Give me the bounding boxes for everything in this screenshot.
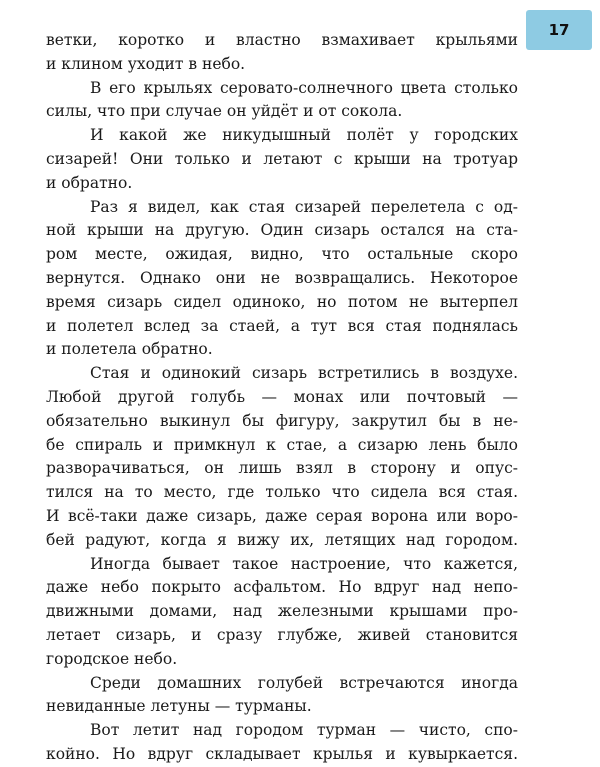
text-line: время сизарь сидел одиноко, но потом не вытерпел xyxy=(46,292,518,311)
page-number: 17 xyxy=(526,10,592,50)
text-line: и клином уходит в небо. xyxy=(46,54,246,73)
text-line: и полетела обратно. xyxy=(46,340,213,359)
text-line: Вот летит над городом турман — чисто, спо- xyxy=(90,721,518,740)
text-line: движными домами, над железными крышами про- xyxy=(46,602,518,621)
text-line: вернутся. Однако они не возвращались. Некоторое xyxy=(46,268,518,287)
text-line: койно. Но вдруг складывает крылья и кувыркается. xyxy=(46,744,518,763)
text-line: сизарей! Они только и летают с крыши на тротуар xyxy=(46,149,518,168)
text-line: В его крыльях серовато-солнечного цвета столько xyxy=(90,78,518,97)
text-line: Стая и одинокий сизарь встретились в воздухе. xyxy=(90,364,518,383)
text-line: обязательно выкинул бы фигуру, закрутил бы в не- xyxy=(46,411,518,430)
text-line: бей радуют, когда я вижу их, летящих над городом. xyxy=(46,530,518,549)
text-line: Раз я видел, как стая сизарей перелетела с од- xyxy=(90,197,518,216)
text-line: невиданные летуны — турманы. xyxy=(46,697,312,716)
text-line: даже небо покрыто асфальтом. Но вдруг над непо- xyxy=(46,578,518,597)
text-line: и обратно. xyxy=(46,173,133,192)
text-line: и полетел вслед за стаей, а тут вся стая поднялась xyxy=(46,316,518,335)
text-line: Иногда бывает такое настроение, что кажется, xyxy=(90,554,518,573)
text-line: разворачиваться, он лишь взял в сторону и опус- xyxy=(46,459,518,478)
text-line: И какой же никудышный полёт у городских xyxy=(90,126,518,145)
text-line: летает сизарь, и сразу глубже, живей становится xyxy=(46,625,518,644)
text-line: бе спираль и примкнул к стае, а сизарю лень было xyxy=(46,435,518,454)
text-line: И всё-таки даже сизарь, даже серая ворона или воро- xyxy=(46,506,518,525)
text-line: тился на то место, где только что сидела вся стая. xyxy=(46,483,518,502)
book-text xyxy=(46,29,518,767)
text-line: ной крыши на другую. Один сизарь остался на ста- xyxy=(46,221,518,240)
text-line: силы, что при случае он уйдёт и от сокола. xyxy=(46,102,403,121)
text-line: ветки, коротко и властно взмахивает крыльями xyxy=(46,31,518,49)
text-line: Любой другой голубь — монах или почтовый — xyxy=(46,387,518,406)
text-line: городское небо. xyxy=(46,649,178,668)
text-line: ром месте, ожидая, видно, что остальные скоро xyxy=(46,245,518,264)
text-line: Среди домашних голубей встречаются иногда xyxy=(90,673,518,692)
